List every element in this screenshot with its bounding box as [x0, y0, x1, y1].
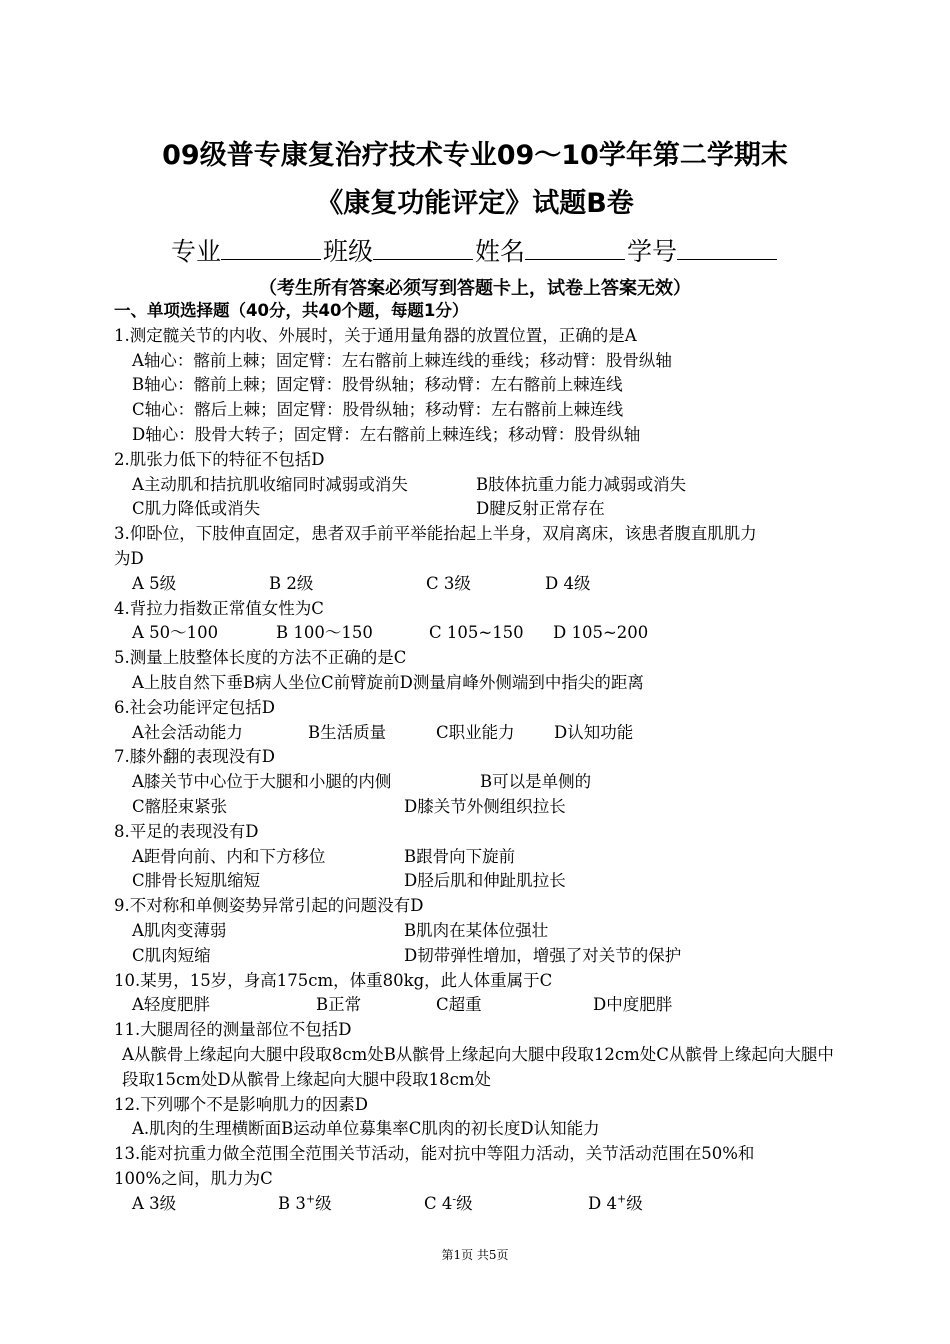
option: A主动肌和拮抗肌收缩同时减弱或消失 — [132, 474, 408, 494]
option: C髂胫束紧张 — [132, 796, 228, 816]
option: D 4+级 — [588, 1192, 643, 1213]
option: A 5级 — [132, 573, 177, 593]
question-stem-cont: 100%之间，肌力为C — [114, 1168, 273, 1188]
question-stem: 10.某男，15岁，身高175cm，体重80kg，此人体重属于C — [114, 970, 553, 990]
option: B可以是单侧的 — [480, 772, 592, 792]
question-stem: 4.背拉力指数正常值女性为C — [114, 598, 324, 618]
option-row — [114, 869, 844, 894]
major-label: 专业 — [170, 237, 221, 266]
class-label: 班级 — [322, 237, 373, 266]
option-row: A.肌肉的生理横断面B运动单位募集率C肌肉的初长度D认知能力 — [132, 1119, 600, 1139]
exam-title-line2: 《康复功能评定》试题B卷 — [316, 188, 634, 219]
page-footer: 第1页 共5页 — [441, 1248, 509, 1262]
option: A社会活动能力 — [132, 722, 243, 742]
question-stem: 12.下列哪个不是影响肌力的因素D — [114, 1094, 368, 1114]
question-stem-cont: 为D — [114, 548, 144, 568]
question-stem: 13.能对抗重力做全范围全范围关节活动，能对抗中等阻力活动，关节活动范围在50%和 — [114, 1144, 755, 1164]
question-stem: 9.不对称和单侧姿势异常引起的问题没有D — [114, 896, 424, 916]
option: D中度肥胖 — [593, 995, 673, 1015]
option: A距骨向前、内和下方移位 — [132, 846, 326, 866]
option: D 105~200 — [553, 623, 649, 643]
option-row — [114, 1192, 844, 1217]
option: D腱反射正常存在 — [476, 499, 605, 519]
option: D 4级 — [545, 573, 591, 593]
option: D轴心：股骨大转子；固定臂：左右髂前上棘连线；移动臂：股骨纵轴 — [132, 424, 641, 444]
option: D认知功能 — [554, 722, 634, 742]
option: B生活质量 — [308, 722, 387, 742]
option: A轻度肥胖 — [132, 995, 210, 1015]
question-stem: 5.测量上肢整体长度的方法不正确的是C — [114, 648, 407, 668]
option: B 100～150 — [276, 623, 373, 643]
name-label: 姓名 — [475, 237, 526, 266]
question-stem: 6.社会功能评定包括D — [114, 697, 275, 717]
major-blank — [221, 235, 321, 260]
question-list — [114, 299, 844, 1216]
option-row — [114, 919, 844, 944]
answer-notice: （考生所有答案必须写到答题卡上，试卷上答案无效） — [259, 278, 691, 299]
option: A 50～100 — [132, 623, 219, 643]
option: B轴心：髂前上棘；固定臂：股骨纵轴；移动臂：左右髂前上棘连线 — [132, 375, 623, 395]
exam-title-line1: 09级普专康复治疗技术专业09～10学年第二学期末 — [162, 140, 788, 171]
option-row — [114, 473, 844, 498]
option: D膝关节外侧组织拉长 — [404, 796, 566, 816]
option-row — [114, 944, 844, 969]
option-row — [114, 497, 844, 522]
option: C轴心：髂后上棘；固定臂：股骨纵轴；移动臂：左右髂前上棘连线 — [132, 400, 624, 420]
option-row — [114, 572, 844, 597]
option: B肌肉在某体位强壮 — [404, 920, 549, 940]
option: D胫后肌和伸趾肌拉长 — [404, 871, 566, 891]
student-info-line — [0, 232, 950, 268]
id-blank — [677, 235, 777, 260]
option: A膝关节中心位于大腿和小腿的内侧 — [132, 772, 392, 792]
question-stem: 3.仰卧位，下肢伸直固定，患者双手前平举能抬起上半身，双肩离床，该患者腹直肌肌力 — [114, 524, 757, 544]
option-row — [114, 621, 844, 646]
option: C肌肉短缩 — [132, 945, 211, 965]
question-stem: 2.肌张力低下的特征不包括D — [114, 449, 325, 469]
question-stem: 7.膝外翻的表现没有D — [114, 747, 275, 767]
option: B肢体抗重力能力减弱或消失 — [476, 474, 687, 494]
question-stem: 1.测定髋关节的内收、外展时，关于通用量角器的放置位置，正确的是A — [114, 325, 637, 345]
option-row — [114, 770, 844, 795]
option: B 3+级 — [278, 1192, 332, 1213]
option: B 2级 — [269, 573, 314, 593]
option-row — [114, 845, 844, 870]
section-heading: 一、单项选择题（40分，共40个题，每题1分） — [114, 301, 469, 320]
option: C 3级 — [426, 573, 471, 593]
question-stem: 8.平足的表现没有D — [114, 821, 259, 841]
option: C超重 — [436, 995, 482, 1015]
question-stem: 11.大腿周径的测量部位不包括D — [114, 1020, 352, 1040]
id-label: 学号 — [627, 237, 678, 266]
name-blank — [525, 235, 625, 260]
option-paragraph: A从髌骨上缘起向大腿中段取8cm处B从髌骨上缘起向大腿中段取12cm处C从髌骨上缘起向大腿中段取15cm处D从髌骨上缘起向大腿中段取18cm处 — [122, 1044, 834, 1089]
option: C 105~150 — [429, 623, 524, 643]
option: B正常 — [316, 995, 362, 1015]
option: A 3级 — [132, 1193, 177, 1213]
class-blank — [373, 235, 473, 260]
option: C职业能力 — [436, 722, 515, 742]
option: B跟骨向下旋前 — [404, 846, 516, 866]
option: C肌力降低或消失 — [132, 499, 261, 519]
option-row — [114, 721, 844, 746]
option: C 4-级 — [424, 1192, 473, 1213]
option: A轴心：髂前上棘；固定臂：左右髂前上棘连线的垂线；移动臂：股骨纵轴 — [132, 350, 672, 370]
option: A肌肉变薄弱 — [132, 920, 227, 940]
option: D韧带弹性增加，增强了对关节的保护 — [404, 945, 682, 965]
option-row — [114, 993, 844, 1018]
option: C腓骨长短肌缩短 — [132, 871, 261, 891]
option-row — [114, 795, 844, 820]
option-row: A上肢自然下垂B病人坐位C前臂旋前D测量肩峰外侧端到中指尖的距离 — [132, 672, 644, 692]
